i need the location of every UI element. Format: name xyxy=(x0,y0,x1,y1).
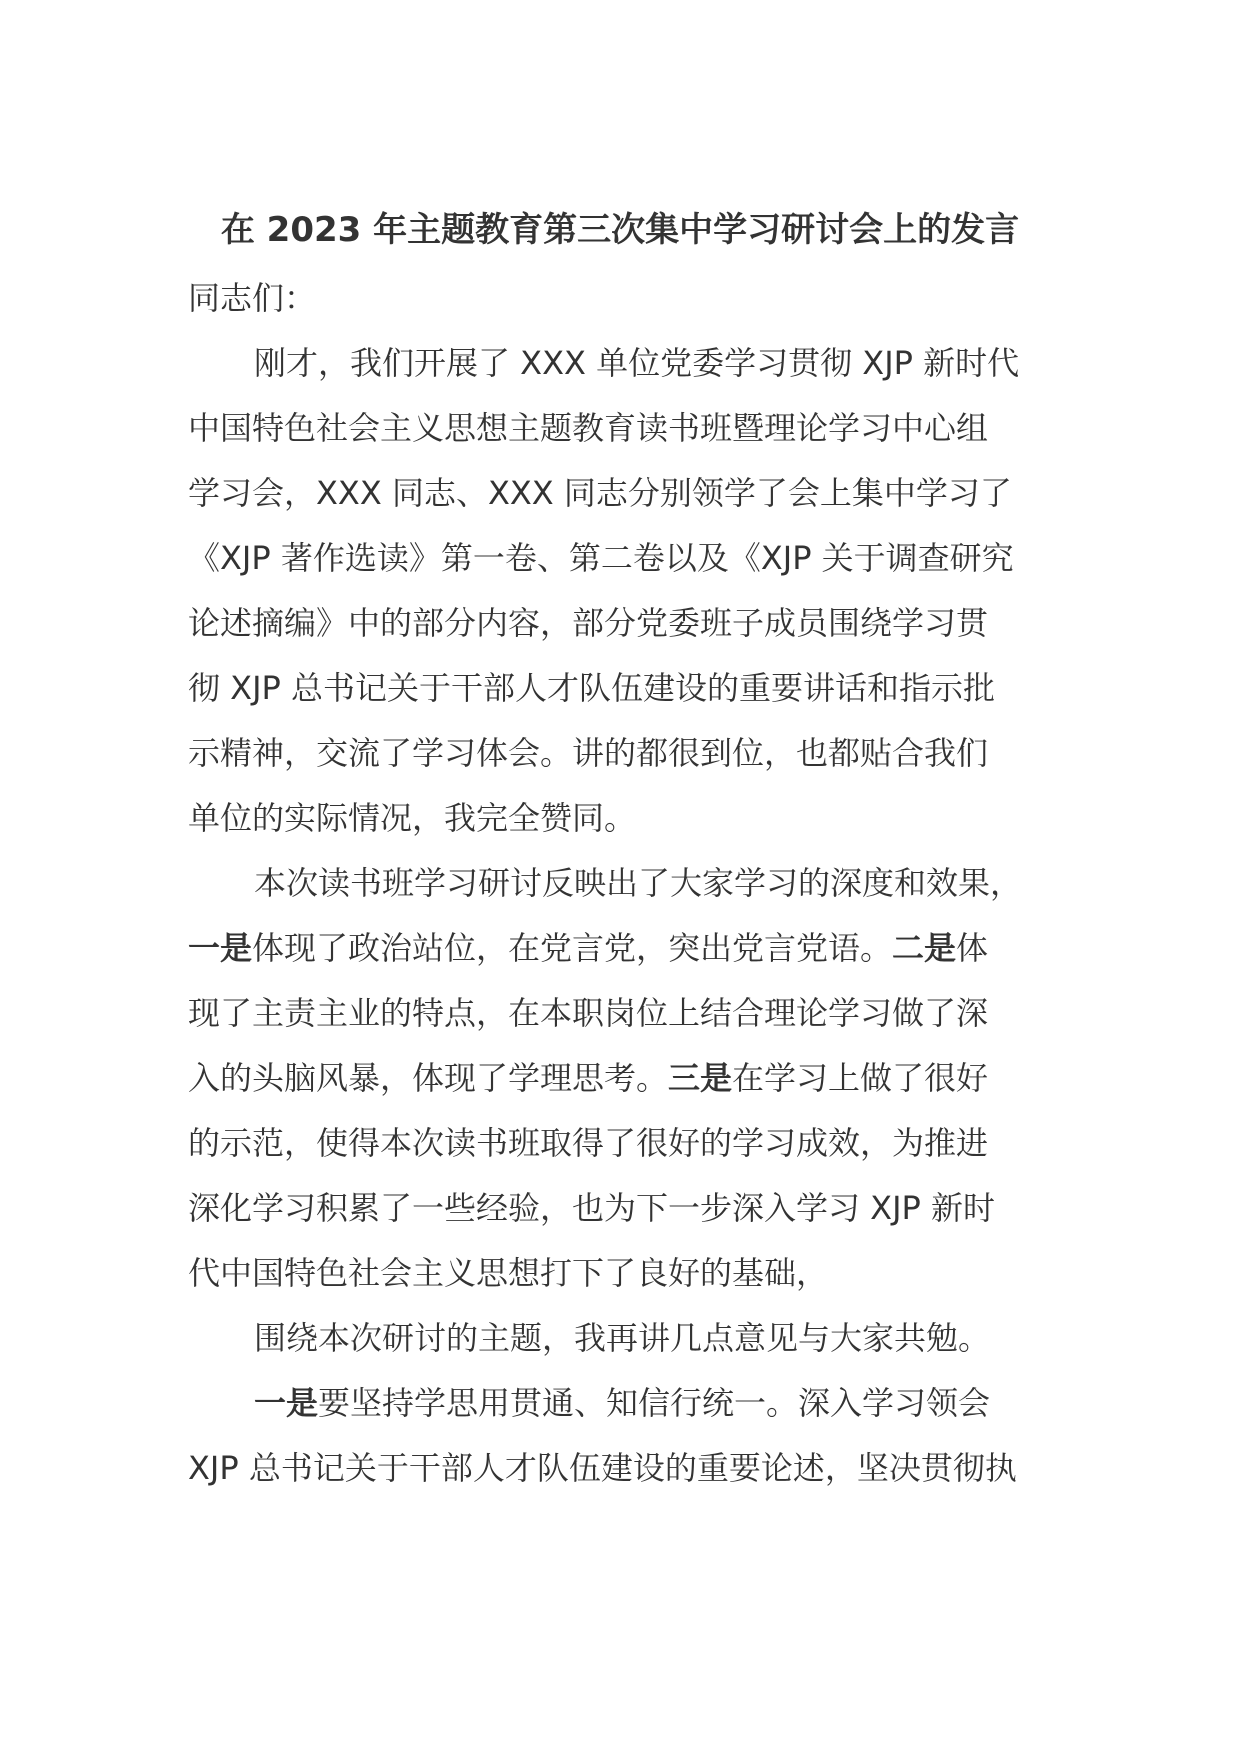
body-line xyxy=(188,1371,1052,1436)
body-text-segment: 刚才，我们开展了 XXX 单位党委学习贯彻 XJP 新时代 xyxy=(254,344,1020,382)
body-text-segment: 现了主责主业的特点，在本职岗位上结合理论学习做了深 xyxy=(188,994,989,1032)
body-text-segment: 《XJP 著作选读》第一卷、第二卷以及《XJP 关于调查研究 xyxy=(188,539,1014,577)
body-line xyxy=(188,656,1052,721)
body-line xyxy=(188,461,1052,526)
body-text-segment: 示精神，交流了学习体会。讲的都很到位，也都贴合我们 xyxy=(188,734,989,772)
body-text-segment: 学习会，XXX 同志、XXX 同志分别领学了会上集中学习了 xyxy=(188,474,1012,512)
body-line xyxy=(188,786,1052,851)
emphasis-text: 二是 xyxy=(892,929,957,967)
document-body xyxy=(188,266,1052,1501)
body-line xyxy=(188,526,1052,591)
emphasis-text: 一是 xyxy=(188,929,253,967)
body-text-segment: 单位的实际情况，我完全赞同。 xyxy=(188,799,637,837)
body-line xyxy=(188,851,1052,916)
body-line xyxy=(188,1306,1052,1371)
body-text-segment: 入的头脑风暴，体现了学理思考。 xyxy=(188,1059,669,1097)
body-text-segment: 彻 XJP 总书记关于干部人才队伍建设的重要讲话和指示批 xyxy=(188,669,996,707)
body-line xyxy=(188,591,1052,656)
salutation: 同志们： xyxy=(188,279,317,317)
body-line xyxy=(188,396,1052,461)
emphasis-text: 三是 xyxy=(668,1059,733,1097)
document-title: 在 2023 年主题教育第三次集中学习研讨会上的发言 xyxy=(220,210,1020,250)
body-line xyxy=(188,1111,1052,1176)
body-text-segment: XJP 总书记关于干部人才队伍建设的重要论述，坚决贯彻执 xyxy=(188,1449,1017,1487)
emphasis-text: 一是 xyxy=(254,1384,319,1422)
body-line xyxy=(188,331,1052,396)
body-text-segment: 要坚持学思用贯通、知信行统一。深入学习领会 xyxy=(318,1384,991,1422)
body-text-segment: 本次读书班学习研讨反映出了大家学习的深度和效果， xyxy=(254,864,1023,902)
body-line xyxy=(188,1046,1052,1111)
body-line xyxy=(188,981,1052,1046)
body-text-segment: 论述摘编》中的部分内容，部分党委班子成员围绕学习贯 xyxy=(188,604,989,642)
body-text-segment: 体 xyxy=(956,929,989,967)
body-text-segment: 的示范，使得本次读书班取得了很好的学习成效，为推进 xyxy=(188,1124,989,1162)
body-text-segment: 代中国特色社会主义思想打下了良好的基础， xyxy=(188,1254,829,1292)
body-text-segment: 体现了政治站位，在党言党，突出党言党语。 xyxy=(252,929,893,967)
body-line xyxy=(188,916,1052,981)
body-text-segment: 在学习上做了很好 xyxy=(732,1059,989,1097)
body-line xyxy=(188,1436,1052,1501)
body-line xyxy=(188,1176,1052,1241)
body-text-segment: 围绕本次研讨的主题，我再讲几点意见与大家共勉。 xyxy=(254,1319,991,1357)
body-line xyxy=(188,1241,1052,1306)
body-line xyxy=(188,721,1052,786)
body-text-segment: 深化学习积累了一些经验，也为下一步深入学习 XJP 新时 xyxy=(188,1189,996,1227)
body-text-segment: 中国特色社会主义思想主题教育读书班暨理论学习中心组 xyxy=(188,409,989,447)
